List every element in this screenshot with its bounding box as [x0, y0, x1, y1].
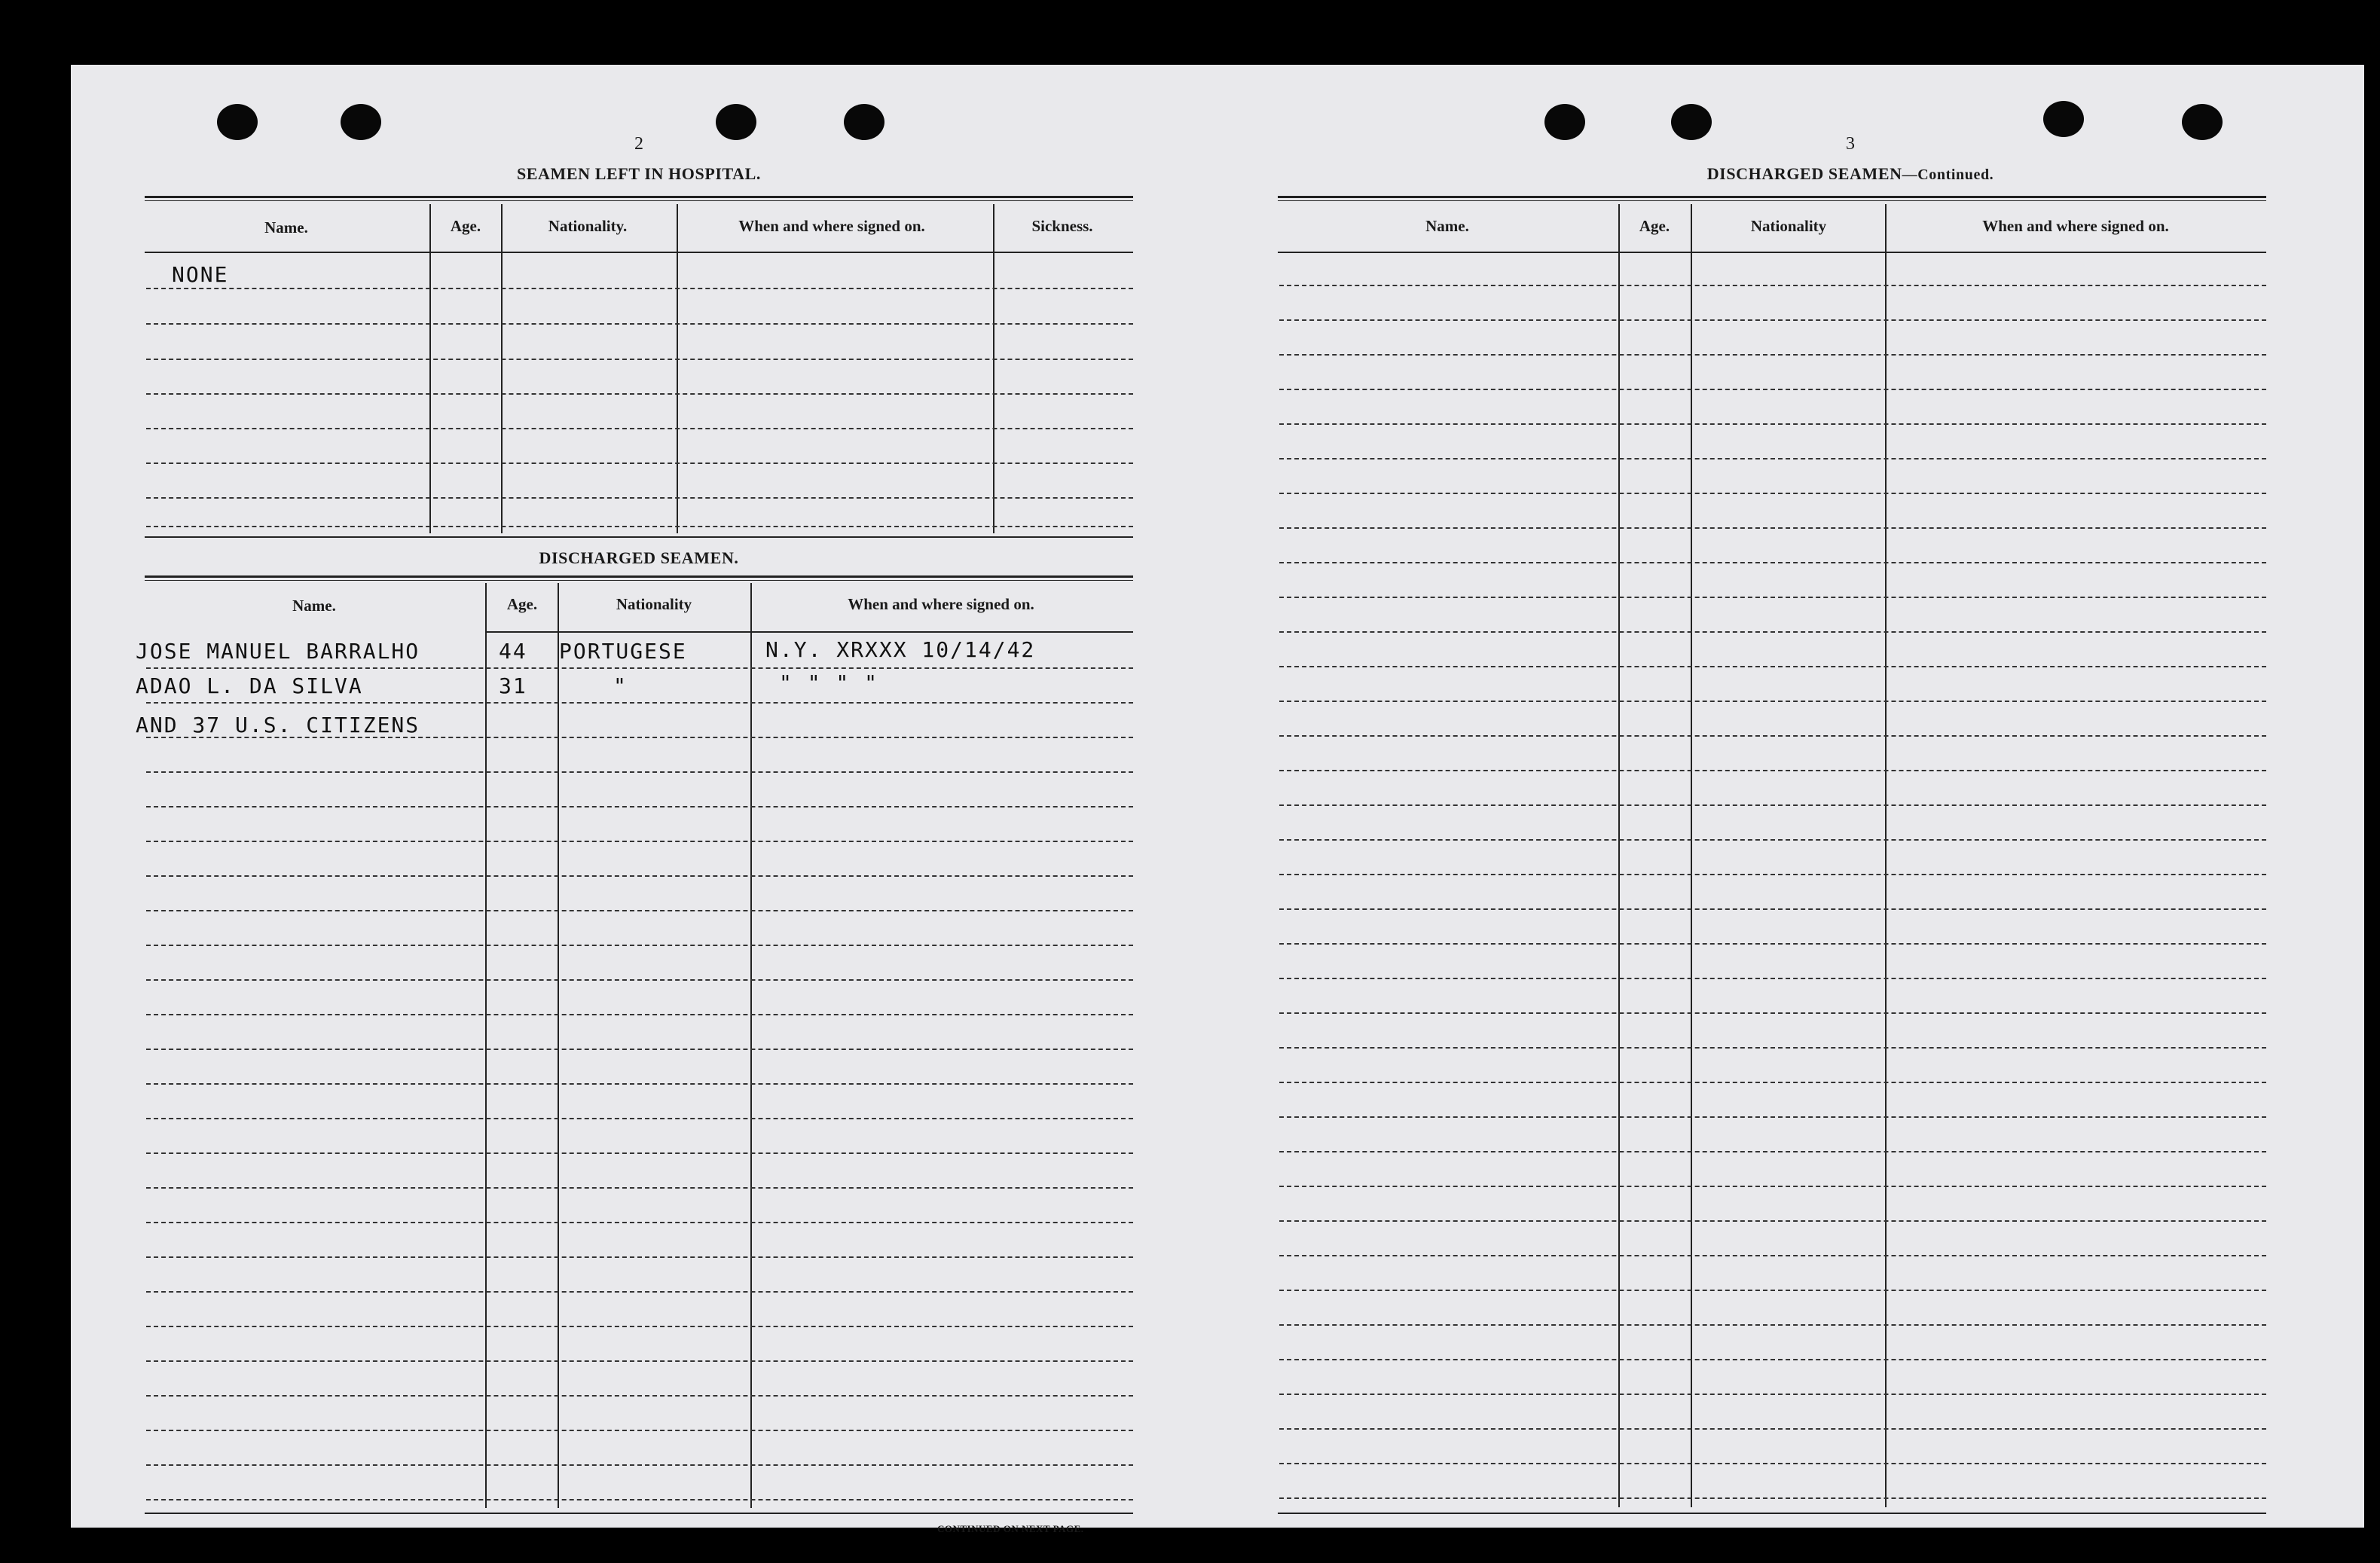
- entry-line: [146, 288, 1133, 289]
- entry-line: [1279, 631, 2266, 633]
- entry-line: [1279, 562, 2266, 563]
- col-header-signed-on: When and where signed on.: [848, 595, 1034, 613]
- entry-line: [146, 1499, 1133, 1500]
- discharged-entry-name: ADAO L. DA SILVA: [136, 673, 363, 698]
- entry-line: [146, 771, 1133, 773]
- entry-line: [1279, 527, 2266, 529]
- entry-line: [146, 1118, 1133, 1119]
- col-header-sickness: Sickness.: [1031, 217, 1093, 235]
- left-page: [71, 65, 1217, 1534]
- col-header-name: Name.: [264, 218, 308, 237]
- entry-line: [146, 1360, 1133, 1362]
- header-rule: [145, 252, 1133, 253]
- entry-line: [146, 979, 1133, 981]
- punch-hole: [1544, 104, 1585, 140]
- punch-hole: [716, 104, 756, 140]
- entry-line: [1279, 1497, 2266, 1499]
- col-header-name: Name.: [292, 597, 336, 615]
- punch-hole: [2043, 101, 2084, 137]
- entry-line: [1279, 1012, 2266, 1014]
- entry-line: [146, 526, 1133, 527]
- entry-line: [146, 1152, 1133, 1154]
- punch-hole: [341, 104, 381, 140]
- entry-line: [1279, 1428, 2266, 1430]
- entry-line: [1279, 1116, 2266, 1118]
- document-sheet: [71, 65, 2364, 1534]
- entry-line: [1279, 285, 2266, 286]
- entry-line: [146, 1049, 1133, 1050]
- entry-line: [146, 667, 1133, 669]
- entry-line: [1279, 735, 2266, 737]
- table-top-rule: [145, 196, 1133, 201]
- entry-line: [146, 1256, 1133, 1258]
- column-divider: [501, 204, 503, 533]
- entry-line: [146, 841, 1133, 842]
- entry-line: [146, 359, 1133, 360]
- entry-line: [1279, 1082, 2266, 1083]
- entry-line: [146, 806, 1133, 807]
- entry-line: [1279, 1151, 2266, 1152]
- discharged-entry-age: 44: [499, 639, 527, 664]
- discharged-entry-name: JOSE MANUEL BARRALHO: [136, 639, 420, 664]
- table-bottom-rule: [145, 1513, 1133, 1514]
- hospital-section-title: SEAMEN LEFT IN HOSPITAL.: [516, 164, 762, 183]
- entry-line: [1279, 908, 2266, 910]
- column-divider: [993, 204, 994, 533]
- discharged-entry-signed-on: N.Y. XRXXX 10/14/42: [765, 637, 1036, 662]
- punch-hole: [2182, 104, 2223, 140]
- entry-line: [146, 910, 1133, 911]
- entry-line: [1279, 597, 2266, 598]
- discharged-entry-name: AND 37 U.S. CITIZENS: [136, 713, 420, 737]
- entry-line: [1279, 423, 2266, 425]
- column-divider: [750, 583, 752, 1508]
- column-divider: [677, 204, 678, 533]
- entry-line: [146, 1187, 1133, 1189]
- entry-line: [1279, 1255, 2266, 1256]
- col-header-nationality: Nationality: [1750, 217, 1827, 235]
- entry-line: [146, 875, 1133, 877]
- right-title-text: DISCHARGED SEAMEN: [1706, 164, 1902, 183]
- entry-line: [1279, 978, 2266, 979]
- column-divider: [429, 204, 431, 533]
- entry-line: [1279, 1047, 2266, 1049]
- page-number: 2: [634, 134, 643, 154]
- entry-line: [146, 945, 1133, 946]
- entry-line: [146, 462, 1133, 464]
- col-header-name: Name.: [1425, 217, 1469, 235]
- column-divider: [1691, 204, 1692, 1507]
- entry-line: [146, 1395, 1133, 1397]
- col-header-nationality: Nationality.: [548, 217, 628, 235]
- discharged-entry-nationality: PORTUGESE: [559, 639, 687, 664]
- right-section-title: [1624, 164, 2076, 184]
- entry-line: [146, 1326, 1133, 1327]
- punch-hole: [1671, 104, 1712, 140]
- col-header-signed-on: When and where signed on.: [1982, 217, 2169, 235]
- discharged-entry-age: 31: [499, 673, 527, 698]
- entry-line: [146, 1222, 1133, 1223]
- table-top-rule: [145, 575, 1133, 581]
- continued-note: CONTINUED ON NEXT PAGE.: [937, 1523, 1084, 1534]
- entry-line: [1279, 1186, 2266, 1187]
- entry-line: [1279, 493, 2266, 494]
- entry-line: [1279, 770, 2266, 771]
- entry-line: [1279, 943, 2266, 945]
- col-header-signed-on: When and where signed on.: [738, 217, 925, 235]
- punch-hole: [844, 104, 884, 140]
- entry-line: [1279, 839, 2266, 841]
- entry-line: [146, 1083, 1133, 1085]
- entry-line: [1279, 1220, 2266, 1222]
- entry-line: [1279, 319, 2266, 321]
- entry-line: [146, 393, 1133, 395]
- header-rule: [487, 631, 1133, 633]
- entry-line: [1279, 389, 2266, 390]
- discharged-entry-nationality: ": [613, 673, 628, 698]
- hospital-entry-name: NONE: [172, 262, 229, 287]
- column-divider: [1885, 204, 1887, 1507]
- entry-line: [146, 428, 1133, 429]
- col-header-age: Age.: [450, 217, 481, 235]
- col-header-nationality: Nationality: [616, 595, 692, 613]
- entry-line: [146, 1014, 1133, 1015]
- entry-line: [146, 497, 1133, 499]
- entry-line: [1279, 1290, 2266, 1291]
- discharged-entry-signed-on: " " " ": [779, 670, 879, 695]
- column-divider: [485, 583, 487, 1508]
- entry-line: [1279, 1463, 2266, 1464]
- entry-line: [1279, 1324, 2266, 1326]
- right-title-suffix: —Continued.: [1902, 166, 1994, 183]
- table-top-rule: [1278, 196, 2266, 201]
- entry-line: [1279, 354, 2266, 356]
- right-page: [1217, 65, 2364, 1528]
- col-header-age: Age.: [1639, 217, 1670, 235]
- entry-line: [1279, 458, 2266, 459]
- entry-line: [1279, 874, 2266, 875]
- col-header-age: Age.: [506, 595, 538, 613]
- entry-line: [1279, 804, 2266, 806]
- entry-line: [1279, 1394, 2266, 1395]
- table-bottom-rule: [1278, 1513, 2266, 1514]
- discharged-section-title: DISCHARGED SEAMEN.: [539, 548, 739, 567]
- entry-line: [1279, 701, 2266, 702]
- page-number: 3: [1846, 134, 1855, 154]
- entry-line: [146, 702, 1133, 704]
- entry-line: [1279, 666, 2266, 667]
- column-divider: [1618, 204, 1620, 1507]
- entry-line: [146, 1291, 1133, 1293]
- section-rule: [145, 536, 1133, 538]
- header-rule: [1278, 252, 2266, 253]
- entry-line: [146, 323, 1133, 325]
- entry-line: [1279, 1359, 2266, 1360]
- punch-hole: [217, 104, 258, 140]
- entry-line: [146, 1430, 1133, 1431]
- entry-line: [146, 1464, 1133, 1466]
- column-divider: [558, 583, 559, 1508]
